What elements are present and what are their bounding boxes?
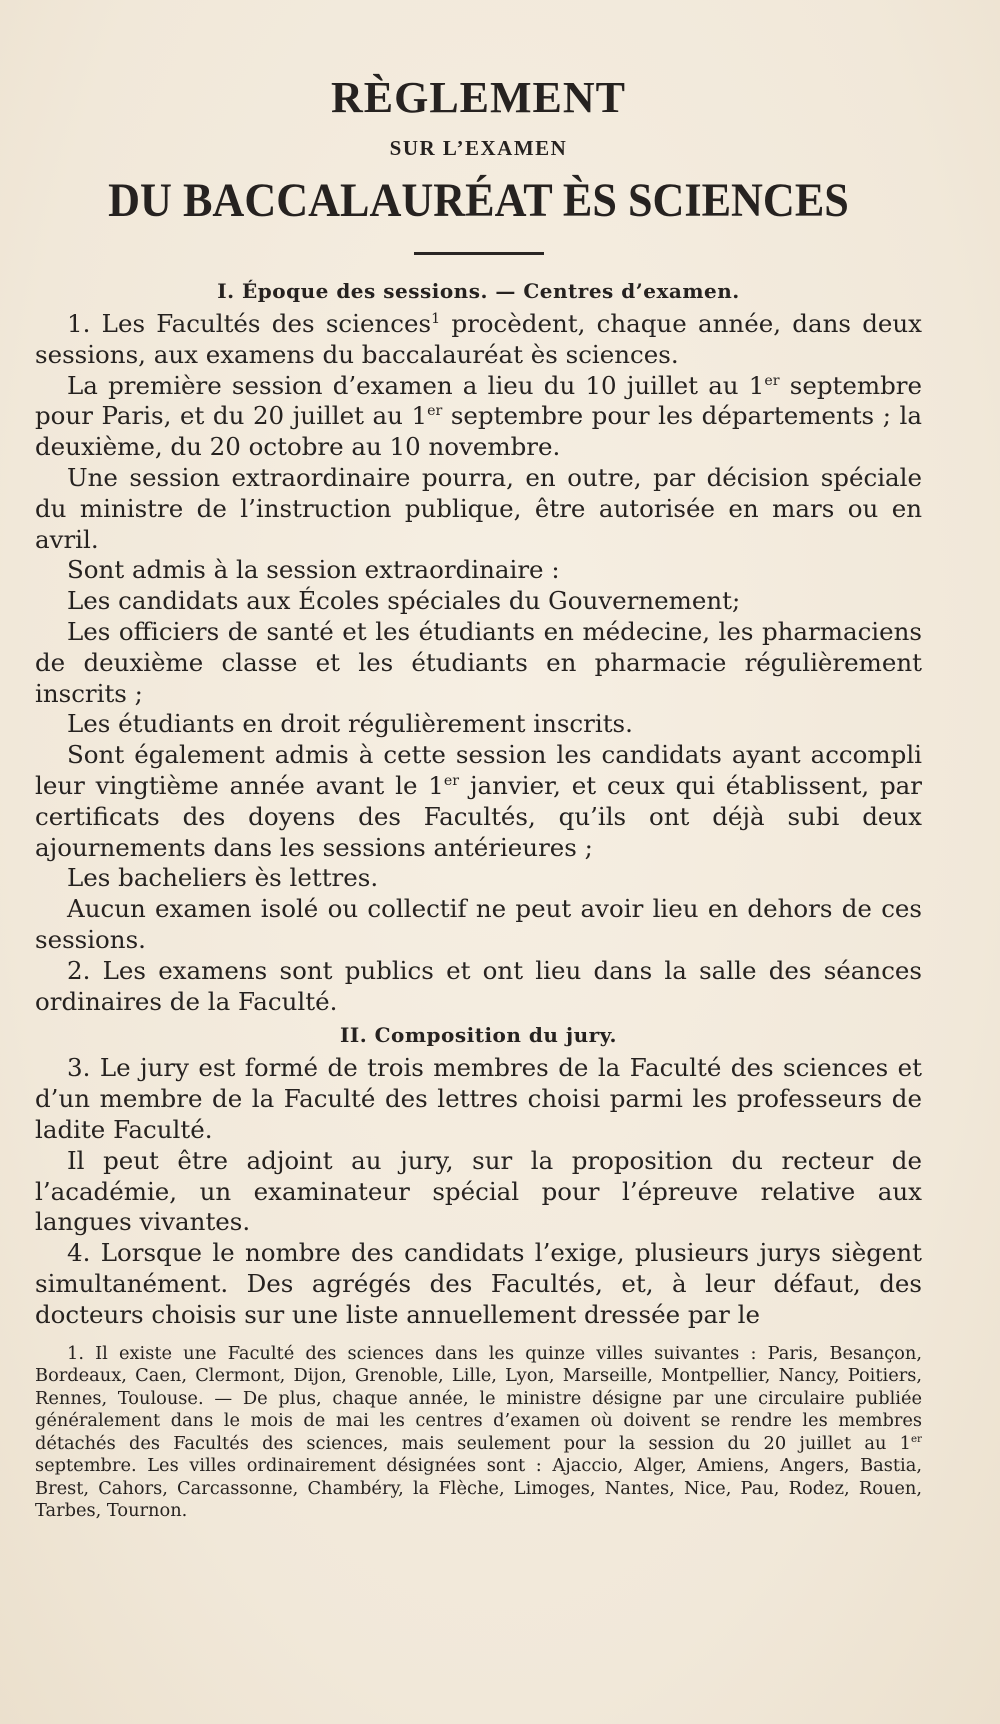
paragraph: 1. Les Facultés des sciences$^1$ procèdent, chaque année, dans deux sessions, aux examens du baccalauréat ès sciences. [35, 309, 922, 369]
section-2-body [35, 1053, 922, 1330]
paragraph: Sont également admis à cette session les candidats ayant accompli leur vingtième année avant le 1er janvier, et ceux qui établissent, par certificats des doyens des Facultés, qu’ils ont déjà subi deux ajournements dans les sessions antérieures ; [35, 740, 922, 862]
section-heading-2: II. Composition du jury. [339, 1023, 617, 1048]
paragraph: Aucun examen isolé ou collectif ne peut avoir lieu en dehors de ces sessions. [35, 894, 922, 954]
paragraph: 4. Lorsque le nombre des candidats l’exige, plusieurs jurys siègent simultanément. Des agrégés des Facultés, et, à leur défaut, des docteurs choisis sur une liste annuellement dressée par le [35, 1238, 922, 1329]
paragraph: Les candidats aux Écoles spéciales du Gouvernement; [67, 586, 741, 616]
main-title: DU BACCALAURÉAT ÈS SCIENCES [108, 174, 849, 227]
paragraph: La première session d’examen a lieu du 10 juillet au 1er septembre pour Paris, et du 20 juillet au 1er septembre pour les départements ; la deuxième, du 20 octobre au 10 novembre. [35, 370, 922, 462]
page-title: RÈGLEMENT [330, 73, 627, 122]
paragraph: 2. Les examens sont publics et ont lieu dans la salle des séances ordinaires de la Faculté. [35, 955, 922, 1016]
footnote: 1. Il existe une Faculté des sciences dans les quinze villes suivantes : Paris, Besançon, Bordeaux, Caen, Clermont, Dijon, Grenoble, Lille, Lyon, Marseille, Montpellier, Nancy, Poitiers, Rennes, Toulouse. — De plus, chaque année, le ministre désigne par une circulaire publiée généralement dans le mois de mai les centres d’examen où doivent se rendre les membres détachés des Facultés des sciences, mais seulement pour la session du 20 juillet au 1er septembre. Les villes ordinairement désignées sont : Ajaccio, Alger, Amiens, Angers, Bastia, Brest, Cahors, Carcassonne, Chambéry, la Flèche, Limoges, Nantes, Nice, Pau, Rodez, Rouen, Tarbes, Tournon. [35, 1342, 922, 1521]
document-header [35, 68, 922, 255]
title-rule [414, 252, 544, 255]
paragraph: Sont admis à la session extraordinaire : [67, 555, 560, 585]
paragraph: Il peut être adjoint au jury, sur la proposition du recteur de l’académie, un examinateur spécial pour l’épreuve relative aux langues vivantes. [35, 1145, 922, 1237]
paragraph: Une session extraordinaire pourra, en outre, par décision spéciale du ministre de l’instruction publique, être autorisée en mars ou en avril. [35, 462, 922, 554]
paragraph: Les officiers de santé et les étudiants en médecine, les pharmaciens de deuxième classe et les étudiants en pharmacie régulièrement inscrits ; [35, 616, 922, 708]
page-subtitle: SUR L’EXAMEN [389, 136, 568, 160]
paragraph: Les étudiants en droit régulièrement inscrits. [67, 709, 633, 739]
paragraph: 3. Le jury est formé de trois membres de la Faculté des sciences et d’un membre de la Faculté des lettres choisi parmi les professeurs de ladite Faculté. [35, 1053, 922, 1144]
section-1-body [35, 309, 922, 1017]
section-heading-1: I. Époque des sessions. — Centres d’examen. [217, 279, 740, 303]
paragraph: Les bacheliers ès lettres. [67, 863, 379, 893]
footnotes [35, 1343, 922, 1523]
